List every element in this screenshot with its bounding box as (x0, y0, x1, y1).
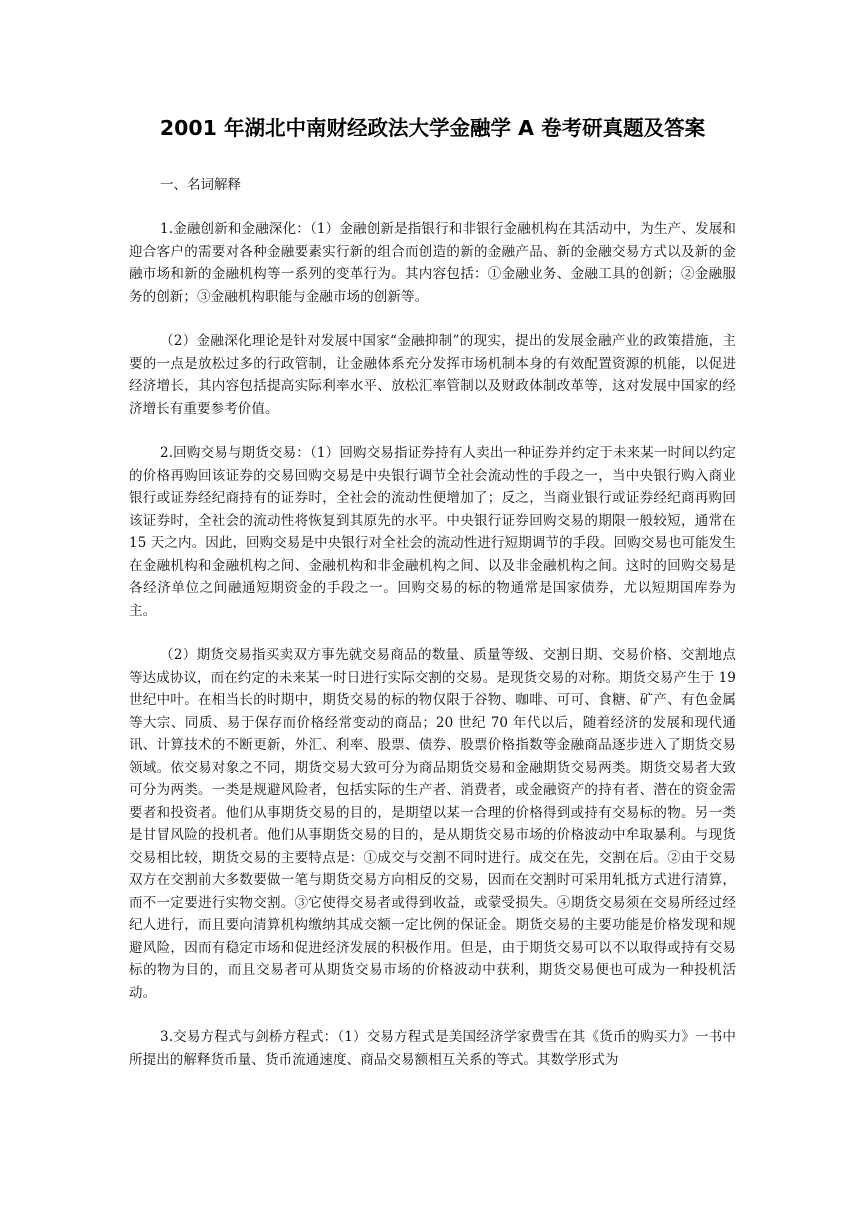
paragraph-futures-transaction: （2）期货交易指买卖双方事先就交易商品的数量、质量等级、交割日期、交易价格、交割地点等达成协议，而在约定的未来某一时日进行实际交割的交易。是现货交易的对称。期货交易产生于 19 世纪中叶。在相当长的时期中，期货交易的标的物仅限于谷物、咖啡、可可、食糖、矿产、有色金属等大宗、同质、易于保存而价格经常变动的商品；20 世纪 70 年代以后，随着经济的发展和现代通讯、计算技术的不断更新，外汇、利率、股票、债券、股票价格指数等金融商品逐步进入了期货交易领域。依交易对象之不同，期货交易大致可分为商品期货交易和金融期货交易两类。期货交易者大致可分为两类。一类是规避风险者，包括实际的生产者、消费者，或金融资产的持有者、潜在的资金需要者和投资者。他们从事期货交易的目的，是期望以某一合理的价格得到或持有交易标的物。另一类是甘冒风险的投机者。他们从事期货交易的目的，是从期货交易市场的价格波动中牟取暴利。与现货交易相比较，期货交易的主要特点是：①成交与交割不同时进行。成交在先，交割在后。②由于交易双方在交割前大多数要做一笔与期货交易方向相反的交易，因而在交割时可采用轧抵方式进行清算，而不一定要进行实物交割。③它使得交易者或得到收益，或蒙受损失。④期货交易须在交易所经过经纪人进行，而且要向清算机构缴纳其成交额一定比例的保证金。期货交易的主要功能是价格发现和规避风险，因而有稳定市场和促进经济发展的积极作用。但是，由于期货交易可以不以取得或持有交易标的物为目的，而且交易者可从期货交易市场的价格波动中获利，期货交易便也可成为一种投机活动。 (129, 647, 736, 1001)
paragraph-repo-transaction: 2.回购交易与期货交易：（1）回购交易指证券持有人卖出一种证券并约定于未来某一时间以约定的价格再购回该证券的交易回购交易是中央银行调节全社会流动性的手段之一，当中央银行购入商业银行或证券经纪商持有的证券时，全社会的流动性便增加了；反之，当商业银行或证券经纪商再购回该证券时，全社会的流动性将恢复到其原先的水平。中央银行证券回购交易的期限一般较短，通常在 15 天之内。因此，回购交易是中央银行对全社会的流动性进行短期调节的手段。回购交易也可能发生在金融机构和金融机构之间、金融机构和非金融机构之间、以及非金融机构之间。这时的回购交易是各经济单位之间融通短期资金的手段之一。回购交易的标的物通常是国家债券，尤以短期国库券为主。 (129, 445, 736, 619)
paragraph-equation-of-exchange: 3.交易方程式与剑桥方程式：（1）交易方程式是美国经济学家费雪在其《货币的购买力》一书中所提出的解释货币量、货币流通速度、商品交易额相互关系的等式。其数学形式为 (129, 1029, 736, 1068)
section-heading: 一、名词解释 (160, 177, 241, 193)
paragraph-financial-innovation: 1.金融创新和金融深化：（1）金融创新是指银行和非银行金融机构在其活动中，为生产、发展和迎合客户的需要对各种金融要素实行新的组合而创造的新的金融产品、新的金融交易方式以及新的金融市场和新的金融机构等一系列的变革行为。其内容包括：①金融业务、金融工具的创新；②金融服务的创新；③金融机构职能与金融市场的创新等。 (129, 221, 736, 305)
paragraph-financial-deepening: （2）金融深化理论是针对发展中国家“金融抑制”的现实，提出的发展金融产业的政策措施，主要的一点是放松过多的行政管制，让金融体系充分发挥市场机制本身的有效配置资源的机能，以促进经济增长，其内容包括提高实际利率水平、放松汇率管制以及财政体制改革等，这对发展中国家的经济增长有重要参考价值。 (129, 333, 736, 417)
document-title: 2001 年湖北中南财经政法大学金融学 A 卷考研真题及答案 (159, 116, 706, 140)
